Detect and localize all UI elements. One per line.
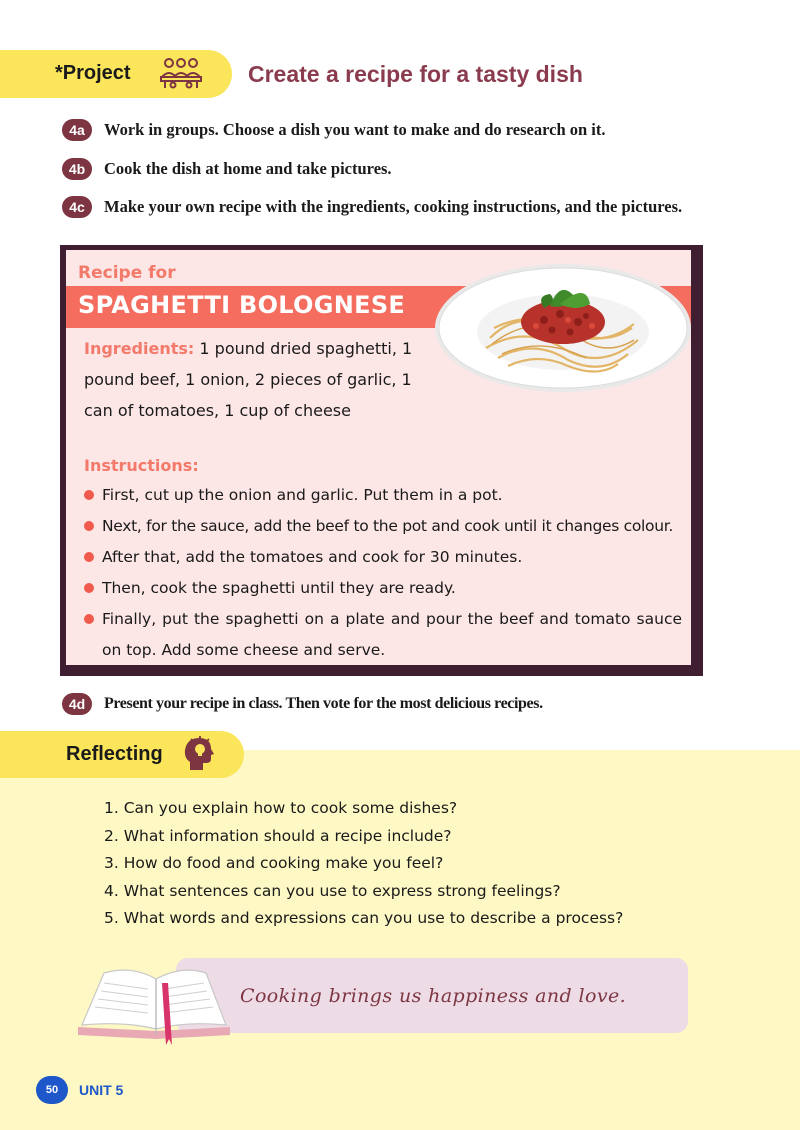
task-badge: 4a: [62, 119, 92, 141]
instruction-step: Next, for the sauce, add the beef to the pot and cook until it changes colour.: [84, 511, 682, 542]
task-text: Cook the dish at home and take pictures.: [104, 159, 392, 178]
reflecting-question: 5. What words and expressions can you use to describe a process?: [104, 909, 624, 927]
instruction-step: After that, add the tomatoes and cook for 30 minutes.: [84, 542, 682, 573]
unit-label: UNIT 5: [79, 1082, 124, 1098]
reflecting-question: 2. What information should a recipe include?: [104, 826, 452, 845]
task-badge: 4d: [62, 693, 92, 715]
open-book-icon: [74, 965, 234, 1047]
reflecting-question: 1. Can you explain how to cook some dishes?: [104, 799, 458, 817]
instruction-step: Then, cook the spaghetti until they are ready.: [84, 573, 682, 604]
instruction-step: Finally, put the spaghetti on a plate and pour the beef and tomato sauce on top. Add some cheese and serve.: [84, 604, 682, 666]
task-4a: [62, 118, 694, 142]
thinking-head-icon: [184, 736, 216, 772]
task-badge: 4b: [62, 158, 92, 180]
page-number-badge: 50: [36, 1076, 68, 1104]
instructions-label: Instructions:: [84, 456, 199, 475]
task-4b: [62, 157, 694, 181]
task-text: Work in groups. Choose a dish you want to make and do research on it.: [104, 120, 606, 139]
project-title: Create a recipe for a tasty dish: [248, 61, 583, 87]
reflecting-question: 3. How do food and cooking make you feel?: [104, 854, 444, 872]
task-badge: 4c: [62, 196, 92, 218]
task-text: Make your own recipe with the ingredients, cooking instructions, and the pictures.: [104, 197, 683, 216]
ingredients-label: Ingredients:: [84, 339, 195, 358]
recipe-for-label: Recipe for: [78, 263, 176, 283]
task-4c: [62, 195, 694, 219]
recipe-name: SPAGHETTI BOLOGNESE: [78, 291, 406, 319]
spaghetti-plate-image: [432, 258, 694, 398]
reflecting-question: 4. What sentences can you use to express strong feelings?: [104, 881, 561, 900]
task-4d: [62, 692, 694, 716]
instruction-step: First, cut up the onion and garlic. Put them in a pot.: [84, 480, 682, 511]
reflecting-questions: [104, 795, 623, 933]
ingredients-text: 1 pound dried spaghetti, 1 pound beef, 1 onion, 2 pieces of garlic, 1 can of tomatoes, 1 cup of cheese: [84, 339, 413, 420]
quote-text: Cooking brings us happiness and love.: [240, 985, 627, 1007]
reflecting-label: Reflecting: [66, 743, 163, 765]
task-text: Present your recipe in class. Then vote for the most delicious recipes.: [104, 695, 543, 712]
group-work-icon: [159, 57, 203, 89]
instructions-list: [84, 480, 682, 666]
ingredients-paragraph: [84, 333, 429, 426]
project-label: *Project: [55, 62, 131, 84]
